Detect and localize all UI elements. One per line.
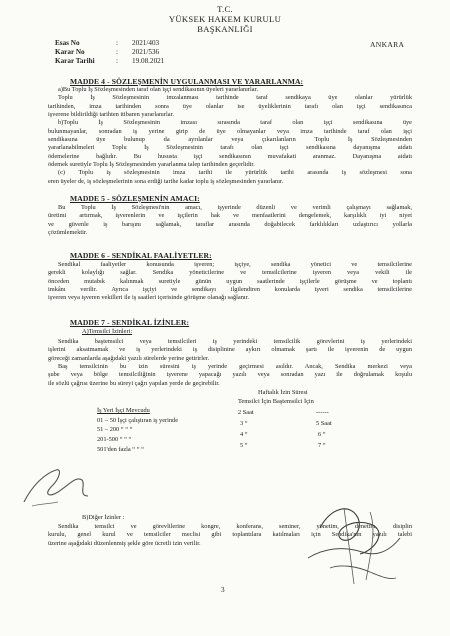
subsection-b-title: B)Diğer İzinler : xyxy=(82,514,125,521)
paragraph-line: eren üyeler de, iş sözleşmelerinin sona erdiği tarihe kadar toplu iş sözleşmesinden yararlanır. xyxy=(48,177,284,185)
meta-label-esas: Esas No xyxy=(55,39,80,47)
table-cell-temsilci: 4 “ xyxy=(240,431,248,438)
paragraph-line: ve güvenle iş barışını sağlamak, taraflar arasında doğabilecek farklılıkları uzlaştırıcı yollarla xyxy=(48,220,412,228)
handwritten-signature-right xyxy=(300,488,410,598)
paragraph-line: üretimi artırmak, işverenlerin ve işçilerin hak ve menfaatlerini dengelemek, karşılıklı iyi niyet xyxy=(48,212,412,220)
paragraph-line: gerekli kolaylığı sağlar. Sendika yöneticilerine ve temsilcilerine işveren veya vekili ile xyxy=(48,269,412,277)
meta-sep: : xyxy=(116,39,118,47)
header-city: ANKARA xyxy=(370,40,405,49)
section-title-madde-4: MADDE 4 - SÖZLEŞMENİN UYGULANMASI VE YARARLANMA: xyxy=(70,77,304,86)
paragraph-line: Sendika baştemsilci veya temsilcileri iş yerindeki temsilcilik görevlerini iş yerlerindeki xyxy=(58,338,412,345)
table-cell-temsilci: 3 “ xyxy=(240,420,248,427)
table-cell-range: 201-500 “ “ “ xyxy=(97,436,132,443)
meta-value-tarih: 19.08.2021 xyxy=(132,57,165,65)
table-header-representative: Temsilci İçin Baştemsilci İçin xyxy=(238,398,314,405)
section-title-madde-7: MADDE 7 - SENDİKAL İZİNLER: xyxy=(70,318,190,327)
paragraph-line: Sendikal faaliyetler konusunda işveren; işçiye, sendika yönetici ve temsilcilerine xyxy=(58,261,412,268)
paragraph-line: bulunmayanlar, sonradan iş yerine girip de üye olmayanlar veya imza tarihinde taraf olan işçi xyxy=(48,127,412,135)
section-body-madde-6 xyxy=(48,261,412,303)
meta-value-karar: 2021/536 xyxy=(132,48,160,56)
header-tc: T.C. xyxy=(217,4,233,14)
paragraph-line: çözümlemektir. xyxy=(48,229,88,237)
meta-label-karar: Karar No xyxy=(55,48,85,56)
paragraph-line: ödemelerine bağlıdır. Bu hususta işçi sendikasının muvafakati aranmaz. Dayanışma aidatı xyxy=(48,152,412,160)
paragraph-line: işveren veya işveren vekilleri ile iş saatleri içerisinde görüşme olanağı sağlanır. xyxy=(48,294,249,302)
paragraph-line: işlerini aksatmamak ve iş yerlerindeki iş disiplinine aykırı olmamak şartı ile işverenin de uygun xyxy=(48,346,412,354)
header-institution: YÜKSEK HAKEM KURULU xyxy=(168,14,282,24)
paragraph-line: kurulu, genel kurul ve temsilciler meclisi gibi toplantılara katılmaları için Sendika'nın yazılı talebi xyxy=(48,531,412,539)
paragraph-line: Bu Toplu İş Sözleşmesi'nin amacı, işyerinde düzenli ve verimli çalışmayı sağlamak, xyxy=(58,204,412,211)
paragraph-line: Sendika temsilci ve görevlilerine kongre, konferans, seminer, yönetim, denetim, disiplin xyxy=(58,523,412,530)
paragraph-line: göreceği zamanlarda aşağıdaki yazılı sürelerde yerine getirirler. xyxy=(48,354,210,362)
table-header-workforce: İş Yeri İşçi Mevcudu xyxy=(97,407,150,414)
table-cell-bas: 5 Saat xyxy=(316,420,332,427)
section-body-madde-4 xyxy=(48,86,412,186)
paragraph-line: Baş temsilcinin bu izin süresini iş yerinde geçirmesi asıldır. Ancak, Sendika merkezi veya xyxy=(58,363,412,371)
table-cell-range: 01 – 50 İşçi çalıştıran iş yerinde xyxy=(97,417,179,424)
section-body-madde-5 xyxy=(48,204,412,237)
paragraph-line: tarihinden, imza tarihinden sonra üye olanlar ise üyeliklerinin tarafı olan işçi sendikasınca xyxy=(48,102,412,110)
paragraph-line: şube veya bölge temsilciliğinin işverene yapacağı yazılı veya sonradan yazı ile doğrulamak koşulu xyxy=(48,371,412,379)
section-body-madde-7 xyxy=(48,338,412,388)
paragraph-line: üzerine aşağıdaki düzenlenmiş şekle göre ücretli izin verilir. xyxy=(48,539,201,547)
paragraph-line: ödemek suretiyle Toplu İş Sözleşmesinden yararlanma talep tarihinden geçerlidir. xyxy=(48,161,255,169)
paragraph-line: yararlanabilmeleri Toplu İş Sözleşmesinin tarafı olan işçi sendikasına dayanışma aidatı xyxy=(48,144,412,152)
paragraph-line: önceden mutabık kalınmak suretiyle günün uygun saatlerinde işçilerle görüşme ve toplantı xyxy=(48,277,412,285)
table-cell-bas: ------ xyxy=(316,409,329,416)
paragraph-line: a)Bu Toplu İş Sözleşmesinden taraf olan işçi sendikasının üyeleri yararlanırlar. xyxy=(58,86,258,93)
handwritten-initial-left xyxy=(18,456,98,516)
paragraph-line: (c) Toplu iş sözleşmesinin imza tarihi ile yürürlük tarihi arasında iş sözleşmesi sona xyxy=(58,169,412,177)
page-number: 3 xyxy=(221,586,225,594)
meta-sep: : xyxy=(116,48,118,56)
meta-label-tarih: Karar Tarihi xyxy=(55,57,95,65)
section-title-madde-6: MADDE 6 - SENDİKAL FAALİYETLER: xyxy=(70,251,212,260)
table-cell-temsilci: 2 Saat xyxy=(238,409,254,416)
paragraph-line: sendikasına üye bulunup da ayrılanlar veya çıkarılanların Toplu İş Sözleşmesinden xyxy=(48,136,412,144)
table-cell-bas: 7 “ xyxy=(318,442,326,449)
table-cell-range: 51 – 200 “ “ “ xyxy=(97,426,133,433)
paragraph-line: Toplu İş Sözleşmesinin imzalanması tarihinde taraf sendikaya üye olanlar yürürlük xyxy=(58,94,412,102)
section-title-madde-5: MADDE 5 - SÖZLEŞMENİN AMACI: xyxy=(70,194,200,203)
table-header-weekly-leave: Haftalık İzin Süresi xyxy=(258,389,308,396)
header-department: BAŞKANLIĞI xyxy=(197,24,253,34)
paragraph-line: b)Toplu İş Sözleşmesinin imzası sırasında taraf olan işçi sendikasına üye xyxy=(58,119,412,127)
paragraph-line: imkânı verilir. Ayrıca işçiyi ve sendikayı ilgilendiren konularda işveri sendika temsilcilerine xyxy=(48,286,412,294)
meta-value-esas: 2021/403 xyxy=(132,39,160,47)
paragraph-line: ile sözlü çağrısı üzerine bu süreyi çağrı yapılan yerde de geçirebilir. xyxy=(48,379,220,387)
paragraph-line: işverene bildirildiği tarihten itibaren yararlanırlar. xyxy=(48,111,174,119)
table-cell-bas: 6 “ xyxy=(318,431,326,438)
meta-sep: : xyxy=(116,57,118,65)
table-cell-range: 501'den fazla “ “ “ xyxy=(97,446,144,453)
table-cell-temsilci: 5 “ xyxy=(240,442,248,449)
subsection-a-title: A)Temsilci İzinleri: xyxy=(82,328,133,335)
